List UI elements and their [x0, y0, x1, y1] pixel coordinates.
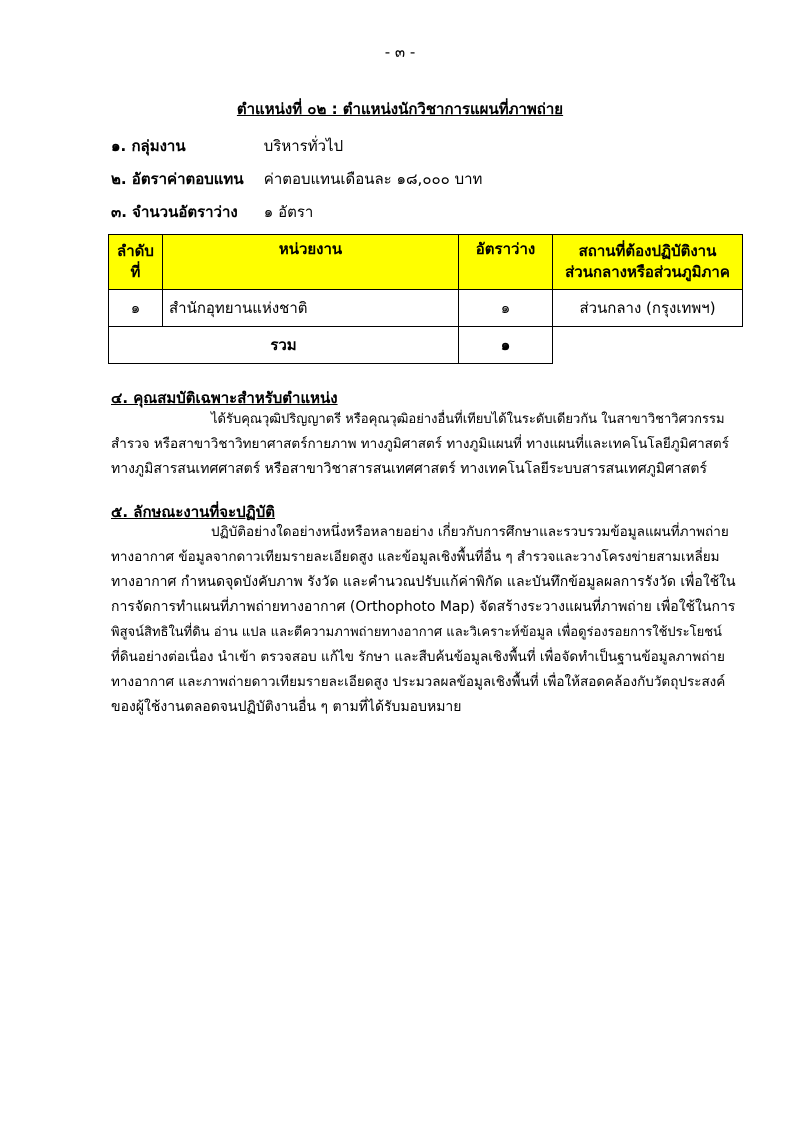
total-value: ๑ — [459, 327, 553, 364]
position-heading: ตำแหน่งที่ ๐๒ : ตำแหน่งนักวิชาการแผนที่ภาพถ่าย — [236, 100, 564, 118]
section-5-line: การจัดการทำแผนที่ภาพถ่ายทางอากาศ (Orthophoto Map) จัดสร้างระวางแผนที่ภาพถ่าย เพื่อใช้ในการ — [111, 599, 736, 615]
cell-vacancy: ๑ — [459, 290, 553, 327]
page-number: - ๓ - — [384, 43, 416, 61]
section-4-line: ได้รับคุณวุฒิปริญญาตรี หรือคุณวุฒิอย่างอื่นที่เทียบได้ในระดับเดียวกัน ในสาขาวิชาวิศวกรรม — [211, 412, 725, 427]
header-no-line2: ที่ — [130, 263, 141, 281]
cell-location: ส่วนกลาง (กรุงเทพฯ) — [553, 290, 743, 327]
header-location — [553, 235, 743, 290]
total-blank-cell — [553, 327, 743, 364]
info-row-work-group — [111, 135, 343, 157]
section-5-line: ปฏิบัติอย่างใดอย่างหนึ่งหรือหลายอย่าง เกี่ยวกับการศึกษาและรวบรวมข้อมูลแผนที่ภาพถ่าย — [211, 524, 729, 540]
section-5-line: ทางอากาศ และภาพถ่ายดาวเทียมรายละเอียดสูง ประมวลผลข้อมูลเชิงพื้นที่ เพื่อให้สอดคล้องกับวัตถุประสงค์ — [111, 674, 726, 690]
header-unit: หน่วยงาน — [163, 235, 459, 290]
header-location-line1: สถานที่ต้องปฏิบัติงาน — [578, 242, 717, 260]
section-5-title: ๕. ลักษณะงานที่จะปฏิบัติ — [111, 503, 275, 521]
section-5-line: ทางอากาศ ข้อมูลจากดาวเทียมรายละเอียดสูง และข้อมูลเชิงพื้นที่อื่น ๆ สำรวจและวางโครงข่ายสามเหลี่ยม — [111, 549, 720, 565]
section-5-line: ทางอากาศ กำหนดจุดบังคับภาพ รังวัด และคำนวณปรับแก้ค่าพิกัด และบันทึกข้อมูลผลการรังวัด เพื่อใช้ใน — [111, 574, 736, 590]
header-location-line2: ส่วนกลางหรือส่วนภูมิภาค — [565, 263, 730, 281]
table-header-row — [109, 235, 743, 290]
section-4-line: สำรวจ หรือสาขาวิชาวิทยาศาสตร์กายภาพ ทางภูมิศาสตร์ ทางภูมิแผนที่ ทางแผนที่และเทคโนโลยีภูมิศาสตร์ — [111, 436, 729, 452]
info-row-vacancies — [111, 201, 313, 223]
section-5-body — [111, 520, 739, 720]
cell-unit: สำนักอุทยานแห่งชาติ — [163, 290, 459, 327]
cell-no: ๑ — [109, 290, 163, 327]
total-label: รวม — [109, 327, 459, 364]
table-total-row — [109, 327, 743, 364]
section-4-line: ทางภูมิสารสนเทศศาสตร์ หรือสาขาวิชาสารสนเทศศาสตร์ ทางเทคโนโลยีระบบสารสนเทศภูมิศาสตร์ — [111, 461, 708, 477]
header-no — [109, 235, 163, 290]
info-row-salary — [111, 168, 482, 190]
info-value: บริหารทั่วไป — [263, 137, 344, 155]
info-label: ๑. กลุ่มงาน — [111, 137, 186, 155]
header-vacancy: อัตราว่าง — [459, 235, 553, 290]
header-no-line1: ลำดับ — [117, 242, 154, 260]
section-5-line: ที่ดินอย่างต่อเนื่อง นำเข้า ตรวจสอบ แก้ไข รักษา และสืบค้นข้อมูลเชิงพื้นที่ เพื่อจัดทำเป็นฐานข้อมูลภาพถ่าย — [111, 649, 725, 665]
info-label: ๓. จำนวนอัตราว่าง — [111, 203, 238, 221]
info-value: ค่าตอบแทนเดือนละ ๑๘,๐๐๐ บาท — [263, 170, 483, 188]
info-label: ๒. อัตราค่าตอบแทน — [111, 170, 244, 188]
section-5-line: พิสูจน์สิทธิในที่ดิน อ่าน แปล และตีความภาพถ่ายทางอากาศ และวิเคราะห์ข้อมูล เพื่อดูร่องรอยการใช้ประโยชน์ — [111, 625, 722, 640]
positions-table — [108, 234, 743, 364]
section-4-body — [111, 407, 739, 482]
table-row — [109, 290, 743, 327]
section-4-title: ๔. คุณสมบัติเฉพาะสำหรับตำแหน่ง — [111, 389, 338, 407]
info-value: ๑ อัตรา — [263, 203, 314, 221]
section-5-line: ของผู้ใช้งานตลอดจนปฏิบัติงานอื่น ๆ ตามที่ได้รับมอบหมาย — [111, 699, 462, 715]
